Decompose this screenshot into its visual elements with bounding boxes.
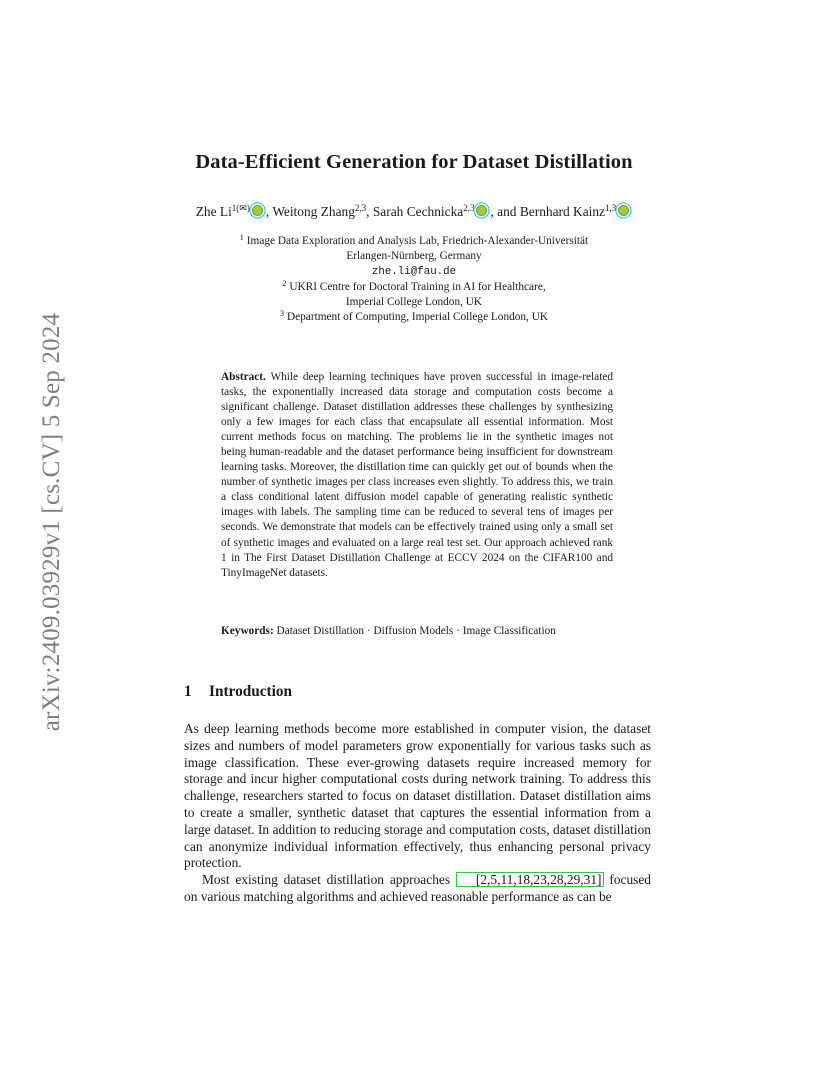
section-heading [184,683,292,701]
body-text [184,721,651,906]
orcid-icon[interactable] [618,205,629,216]
arxiv-identifier: arXiv:2409.03929v1 [cs.CV] 5 Sep 2024 [38,312,65,732]
author-separator: , [265,204,273,219]
affiliation-number: 2 [282,278,287,288]
author-email[interactable]: zhe.li@fau.de [371,265,457,278]
author-name: Zhe Li [195,204,232,219]
paper-title: Data-Efficient Generation for Dataset Distillation [195,151,633,173]
paragraph-text: focused on various matching algorithms and achieved reasonable performance as can be [184,872,651,904]
affiliation-1 [0,234,828,249]
author-list [0,204,828,220]
affiliation-2 [0,280,828,295]
author-affiliation-mark: 2,3 [463,203,475,213]
affiliation-line: Erlangen-Nürnberg, Germany [346,250,482,263]
author-separator: , and [490,204,520,219]
citation-link[interactable]: [2,5,11,18,23,28,29,31] [456,872,604,887]
author-name: Sarah Cechnicka [372,204,464,219]
abstract [221,370,613,581]
orcid-icon[interactable] [476,205,487,216]
keywords-text: Dataset Distillation · Diffusion Models · Image Classification [276,625,556,637]
section-title: Introduction [209,683,293,700]
author-separator: , [366,204,373,219]
affiliation-line: Imperial College London, UK [345,296,483,309]
abstract-text: While deep learning techniques have proven successful in image-related tasks, the exponentially increased data storage and computation costs become a significant challenge. Dataset distillation addresses these challenges by synthesizing only a few images for each class that encapsulate all essential information. Most current methods focus on matching. The problems lie in the synthetic images not being human-readable and the dataset performance being insufficient for downstream learning tasks. Moreover, the distillation time can quickly get out of bounds when the number of synthetic images per class increases even slightly. To address this, we train a class conditional latent diffusion model capable of generating realistic synthetic images with labels. The sampling time can be reduced to several tens of images per seconds. We demonstrate that models can be effectively trained using only a small set of synthetic images and evaluated on a large real test set. Our approach achieved rank 1 in The First Dataset Distillation Challenge at ECCV 2024 on the CIFAR100 and TinyImageNet datasets. [221,371,613,579]
affiliation-line: Department of Computing, Imperial College London, UK [286,311,549,324]
affiliation-block [0,234,828,326]
keywords-label: Keywords: [221,625,274,637]
affiliation-number: 3 [279,309,284,319]
author-affiliation-mark: 1,3 [605,203,617,213]
author-name: Weitong Zhang [272,204,355,219]
author-affiliation-mark: 1(✉) [231,203,250,213]
orcid-icon[interactable] [252,205,263,216]
abstract-label: Abstract. [221,371,266,383]
affiliation-line: Image Data Exploration and Analysis Lab, Friedrich-Alexander-Universität [246,235,589,247]
paragraph-text: Most existing dataset distillation approaches [202,872,456,888]
section-number: 1 [184,683,192,700]
paragraph: As deep learning methods become more established in computer vision, the dataset sizes and numbers of model parameters grow exponentially for various tasks such as image classification. These ever-growing datasets require increased memory for storage and incur higher computational costs during network training. To address this challenge, researchers started to focus on dataset distillation. Dataset distillation aims to create a smaller, synthetic dataset that captures the essential information from a large dataset. In addition to reducing storage and computation costs, dataset distillation can anonymize individual information effectively, thus enhancing personal privacy protection. [184,721,651,871]
affiliation-number: 1 [239,233,244,242]
affiliation-line: UKRI Centre for Doctoral Training in AI for Healthcare, [289,280,546,293]
keywords [221,624,613,639]
author-name: Bernhard Kainz [519,204,606,219]
author-affiliation-mark: 2,3 [354,203,367,213]
paragraph [184,872,651,906]
affiliation-3 [0,310,828,325]
